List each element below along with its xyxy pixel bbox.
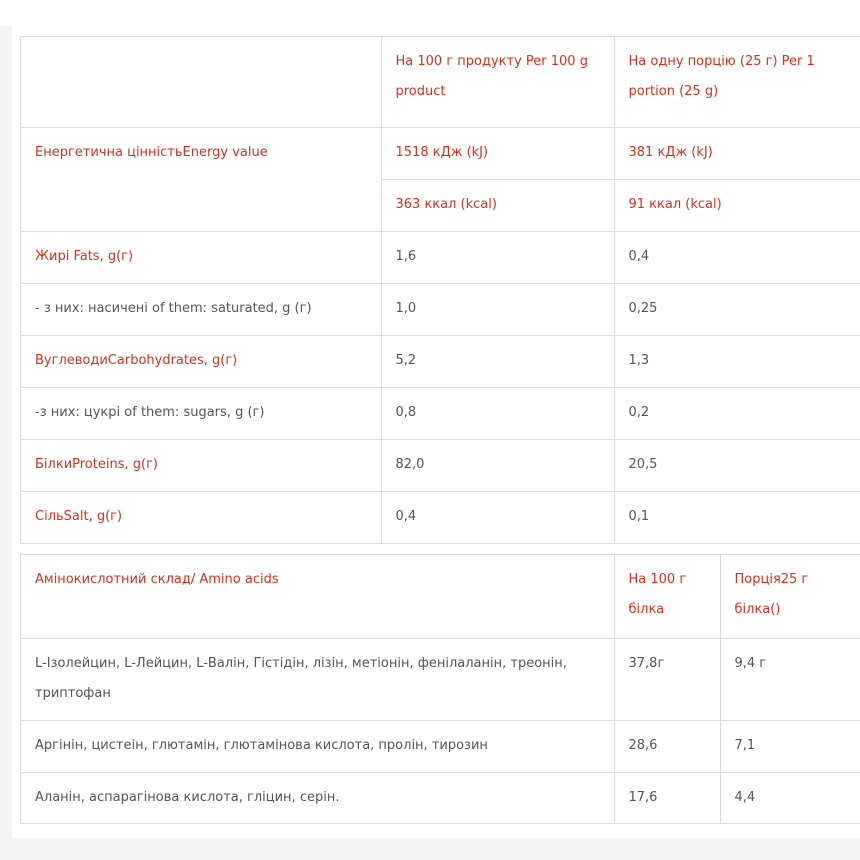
energy-kj-per100: 1518 кДж (kJ) <box>381 127 614 179</box>
energy-label: Енергетична цінністьEnergy value <box>21 127 381 231</box>
table-row <box>21 772 860 823</box>
amino-per100: 37,8г <box>614 638 720 720</box>
amino-portion: 4,4 <box>720 772 860 823</box>
nutrient-portion: 0,25 <box>614 283 860 335</box>
table-row <box>21 491 860 543</box>
nutrient-per100: 82,0 <box>381 439 614 491</box>
energy-kcal-portion: 91 ккал (kcal) <box>614 179 860 231</box>
nutrient-portion: 1,3 <box>614 335 860 387</box>
nutrient-label: СільSalt, g(г) <box>21 491 381 543</box>
nutrient-label: -з них: цукрі of them: sugars, g (г) <box>21 387 381 439</box>
nutrition-header-per100: На 100 г продукту Per 100 g product <box>381 37 614 127</box>
top-strip <box>0 0 860 26</box>
table-row <box>21 387 860 439</box>
nutrition-header-row <box>21 37 860 127</box>
amino-table-frame <box>20 554 860 824</box>
amino-per100: 17,6 <box>614 772 720 823</box>
content-area <box>12 26 860 838</box>
nutrient-label: БілкиProteins, g(г) <box>21 439 381 491</box>
table-row <box>21 335 860 387</box>
amino-portion: 9,4 г <box>720 638 860 720</box>
nutrient-label: Жирі Fats, g(г) <box>21 231 381 283</box>
amino-header-per100: На 100 г білка <box>614 555 720 638</box>
amino-label: Аргінін, цистеін, глютамін, глютамінова кислота, пролін, тирозин <box>21 720 614 772</box>
nutrition-table <box>21 37 860 543</box>
amino-portion: 7,1 <box>720 720 860 772</box>
nutrient-per100: 1,0 <box>381 283 614 335</box>
energy-row-kj <box>21 127 860 179</box>
amino-header-row <box>21 555 860 638</box>
table-row <box>21 439 860 491</box>
amino-per100: 28,6 <box>614 720 720 772</box>
nutrient-portion: 0,1 <box>614 491 860 543</box>
nutrient-per100: 0,4 <box>381 491 614 543</box>
table-row <box>21 638 860 720</box>
table-row <box>21 283 860 335</box>
amino-label: L-Ізолейцин, L-Лейцин, L-Валін, Гістідін, лізін, метіонін, фенілаланін, треонін, триптофан <box>21 638 614 720</box>
table-row <box>21 231 860 283</box>
amino-header-portion: Порція25 г білка() <box>720 555 860 638</box>
amino-header-label: Амінокислотний склад/ Amino acids <box>21 555 614 638</box>
nutrient-portion: 0,2 <box>614 387 860 439</box>
nutrient-per100: 1,6 <box>381 231 614 283</box>
nutrition-header-empty <box>21 37 381 127</box>
amino-table <box>21 555 860 823</box>
amino-label: Аланін, аспарагінова кислота, гліцин, серін. <box>21 772 614 823</box>
nutrient-label: - з них: насичені of them: saturated, g (г) <box>21 283 381 335</box>
nutrient-label: ВуглеводиCarbohydrates, g(г) <box>21 335 381 387</box>
nutrient-portion: 20,5 <box>614 439 860 491</box>
energy-kcal-per100: 363 ккал (kcal) <box>381 179 614 231</box>
nutrition-header-portion: На одну порцію (25 г) Per 1 portion (25 g) <box>614 37 860 127</box>
energy-kj-portion: 381 кДж (kJ) <box>614 127 860 179</box>
nutrition-table-frame <box>20 36 860 544</box>
nutrient-per100: 0,8 <box>381 387 614 439</box>
nutrient-portion: 0,4 <box>614 231 860 283</box>
nutrient-per100: 5,2 <box>381 335 614 387</box>
table-row <box>21 720 860 772</box>
